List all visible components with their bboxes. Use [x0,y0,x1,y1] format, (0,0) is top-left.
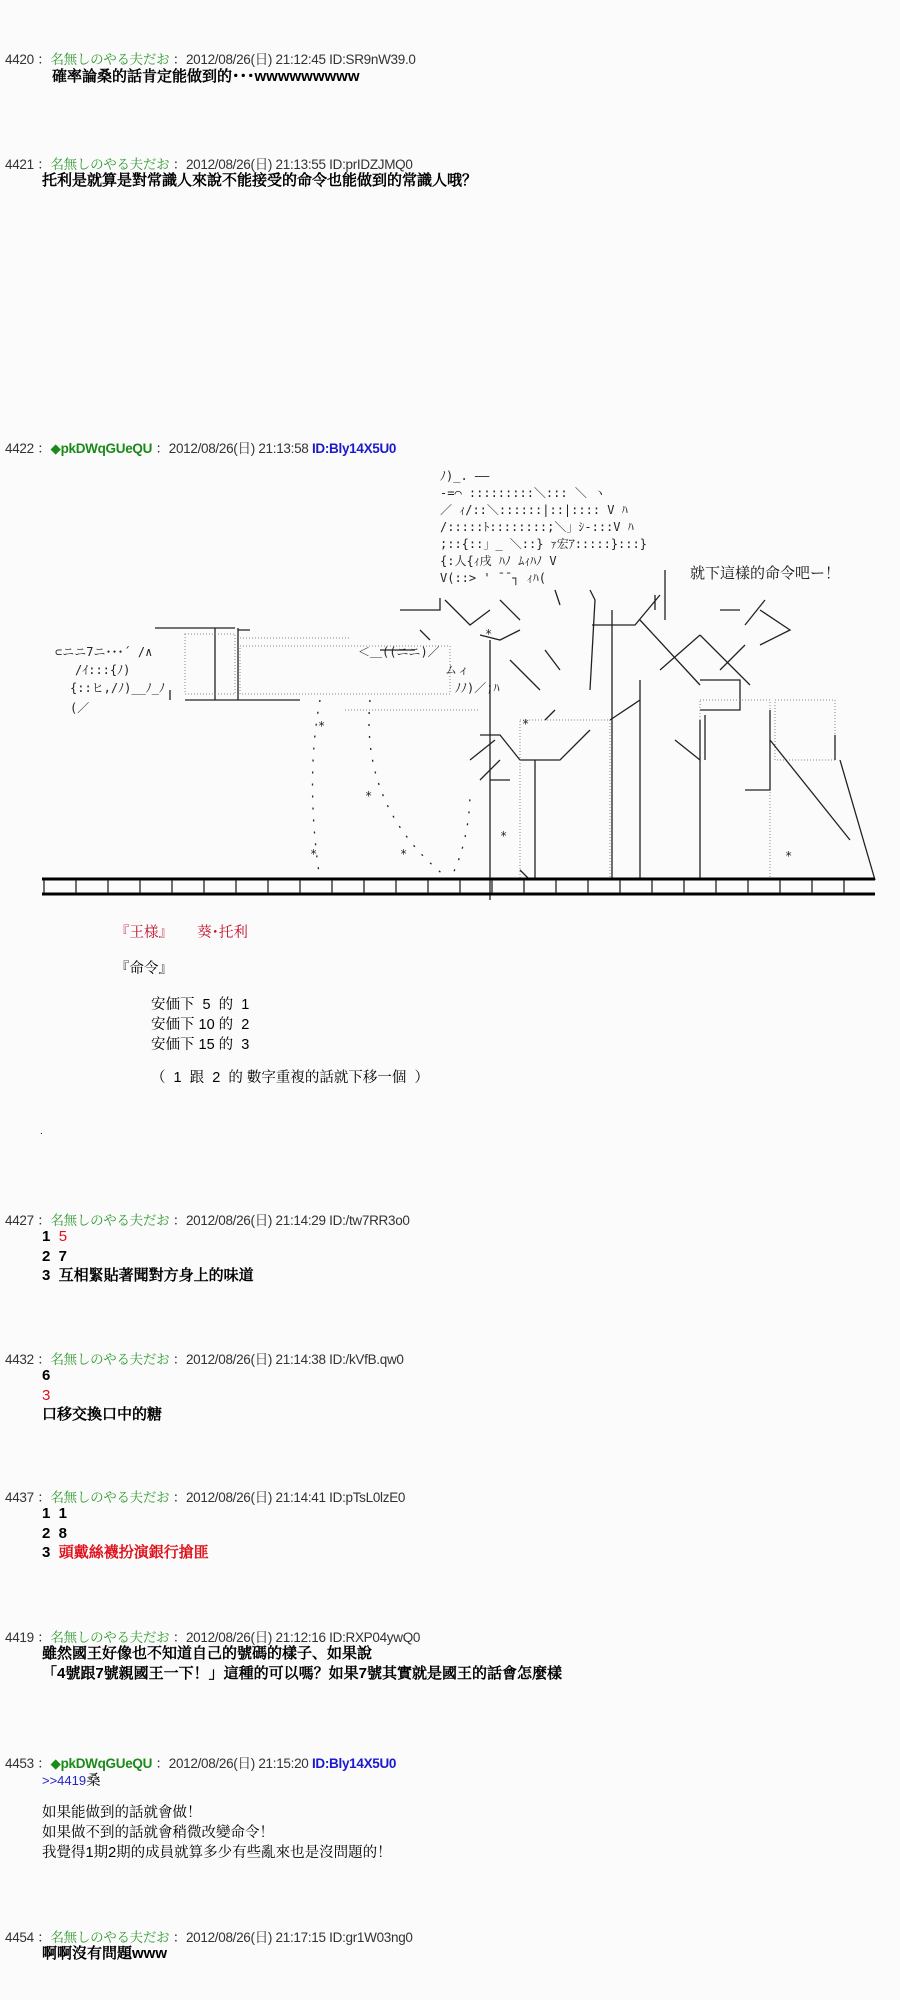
order-label: 『命令』 [115,961,173,977]
poster-id: ID:gr1W03ng0 [329,1930,413,1945]
post-header [5,1209,410,1229]
poster-id: ID:Bly14X5U0 [311,1756,397,1771]
post-header [5,1486,405,1506]
order-line: 安価下 5 的 1 [151,997,250,1013]
aa-star: * [485,627,493,641]
aa-star: * [365,789,373,803]
post-number: 4419 ： [5,1630,51,1645]
king-label-row [115,923,248,943]
aa-gun-text: {::ヒ,/ﾉ)__ﾉ_ﾉ [70,681,166,695]
body-red-text: 3 [42,1386,51,1404]
aa-star-arcs [310,627,529,880]
body-text: 3 互相緊貼著聞對方身上的味道 [42,1267,254,1284]
aa-mark: * [785,849,793,863]
separator: ： [172,1630,186,1645]
poster-id: ID:/kVfB.qw0 [329,1352,404,1367]
aa-line: -=⌒ :::::::::＼::: ＼ ヽ [440,486,607,500]
body-text: 3 [42,1544,59,1561]
post-header [5,437,396,457]
order-line: 安価下 10 的 2 [151,1017,250,1033]
poster-name: 名無しのやる夫だお [50,1630,170,1645]
aa-star: * [318,719,326,733]
aa-line: /:::::ﾄ::::::::;＼」ｼ‐:::V ﾊ [440,520,634,534]
body-text: 桑 [86,1773,101,1789]
post-date: 2012/08/26(日) 21:14:29 [185,1213,326,1228]
king-label: 『王様』 [115,925,173,941]
post-date: 2012/08/26(日) 21:15:20 [168,1756,309,1771]
separator: ： [172,52,186,67]
post-number: 4454 ： [5,1930,51,1945]
post-body [42,1366,162,1425]
separator: ： [172,1213,186,1228]
poster-id: ID:/tw7RR3o0 [329,1213,410,1228]
reply-anchor-link[interactable]: >>4419 [42,1773,87,1788]
aa-line: ﾉ)_. ―― [440,469,490,483]
body-text: 口移交換口中的糖 [42,1406,163,1423]
aa-star: * [310,847,318,861]
poster-id: ID:pTsL0lzE0 [329,1490,406,1505]
separator: ： [172,157,186,172]
aa-head [440,469,647,585]
ascii-art [0,460,900,900]
post-number: 4422 ： [5,441,51,456]
poster-name: 名無しのやる夫だお [50,1490,170,1505]
post-number: 4421 ： [5,157,51,172]
post-number: 4432 ： [5,1352,51,1367]
trailing-dot: . [40,1126,43,1137]
poster-trip: ◆pkDWqGUeQU [50,441,153,456]
order-line: 安価下 15 的 3 [151,1037,250,1053]
aa-rail [42,879,875,894]
body-text: 2 7 [42,1247,68,1265]
aa-star: * [522,717,530,731]
post-date: 2012/08/26(日) 21:13:55 [185,157,326,172]
aa-muzzle: ＜＿((ニニ)／ [358,645,440,659]
post-body [42,1504,209,1563]
aa-star: * [400,847,408,861]
body-text: 1 [42,1228,59,1245]
aa-lower-body [470,680,875,880]
body-text: 1 1 [42,1505,68,1522]
body-text: 如果能做到的話就會做！ [42,1805,202,1821]
post-header [5,48,416,68]
post-body: 啊啊沒有問題www [42,1945,168,1962]
post-header [5,1348,404,1368]
body-text: 2 8 [42,1524,68,1542]
poster-id: ID:Bly14X5U0 [311,441,397,456]
separator: ： [155,1756,169,1771]
body-text: 雖然國王好像也不知道自己的號碼的樣子、如果說 [42,1645,373,1662]
aa-gun [55,628,499,715]
separator: ： [172,1490,186,1505]
post-body [42,1227,254,1286]
post-number: 4437 ： [5,1490,51,1505]
king-name: 葵･托利 [197,925,248,941]
poster-id: ID:SR9nW39.0 [329,52,416,67]
aa-body-lines [380,570,793,900]
poster-name: 名無しのやる夫だお [50,1352,170,1367]
post-body [42,1803,392,1863]
separator: ： [155,441,169,456]
separator: ： [172,1352,186,1367]
poster-name: 名無しのやる夫だお [50,1930,170,1945]
aa-noh: ﾉﾉ)／;ﾊ [455,681,500,695]
post-header [5,1752,396,1772]
aa-line: ;::{::」_ ＼::} ｧ宏ｱ:::::}:::} [440,537,647,551]
poster-name: 名無しのやる夫だお [50,157,170,172]
aa-gun-text: ⊂ニニ7ニ･･･´ /∧ [55,645,153,659]
body-text: 如果做不到的話就會稍微改變命令！ [42,1825,274,1841]
order-note: （ 1 跟 2 的 數字重複的話就下移一個 ） [151,1070,429,1086]
post-header [5,1926,413,1946]
poster-name: 名無しのやる夫だお [50,1213,170,1228]
body-text: 6 [42,1367,51,1384]
poster-trip: ◆pkDWqGUeQU [50,1756,153,1771]
body-red-text: 頭戴絲襪扮演銀行搶匪 [58,1544,209,1561]
reply-line [42,1771,101,1791]
post-date: 2012/08/26(日) 21:14:38 [185,1352,326,1367]
post-date: 2012/08/26(日) 21:12:16 [185,1630,326,1645]
post-body [42,1644,562,1683]
post-body: 托利是就算是對常識人來說不能接受的命令也能做到的常識人哦？ [42,172,478,189]
post-body: 確率論桑的話肯定能做到的･･･wwwwwwwww [52,68,360,85]
aa-line: ／ ｨ/::＼::::::|::|:::: V ﾊ [440,503,628,517]
post-date: 2012/08/26(日) 21:12:45 [185,52,326,67]
post-number: 4420 ： [5,52,51,67]
post-date: 2012/08/26(日) 21:14:41 [185,1490,326,1505]
body-red-text: 5 [58,1228,68,1245]
speech-text: 就下這樣的命令吧ー！ [690,565,841,582]
aa-gun-text: /ｲ:::{ﾉ) [75,663,131,677]
aa-gun-text: (／ [70,701,90,715]
aa-line: V(::> ' ¯¯┐ ｨﾊ( [440,571,546,585]
poster-id: ID:RXP04ywQ0 [329,1630,421,1645]
aa-line: {:人{ｨ戌 ﾊﾉ ﾑｨﾊﾉ V [440,554,557,568]
aa-star: * [500,829,508,843]
post-number: 4453 ： [5,1756,51,1771]
post-number: 4427 ： [5,1213,51,1228]
separator: ： [172,1930,186,1945]
post-header [5,153,413,173]
body-text: 「4號跟7號親國王一下！」這種的可以嗎？如果7號其實就是國王的話會怎麼樣 [42,1664,563,1682]
poster-id: ID:prIDZJMQ0 [329,157,413,172]
aa-mui: ムィ [445,663,470,677]
post-date: 2012/08/26(日) 21:17:15 [185,1930,326,1945]
post-header [5,1626,420,1646]
body-text: 我覺得1期2期的成員就算多少有些亂來也是沒問題的！ [42,1845,392,1861]
post-date: 2012/08/26(日) 21:13:58 [168,441,309,456]
poster-name: 名無しのやる夫だお [50,52,170,67]
